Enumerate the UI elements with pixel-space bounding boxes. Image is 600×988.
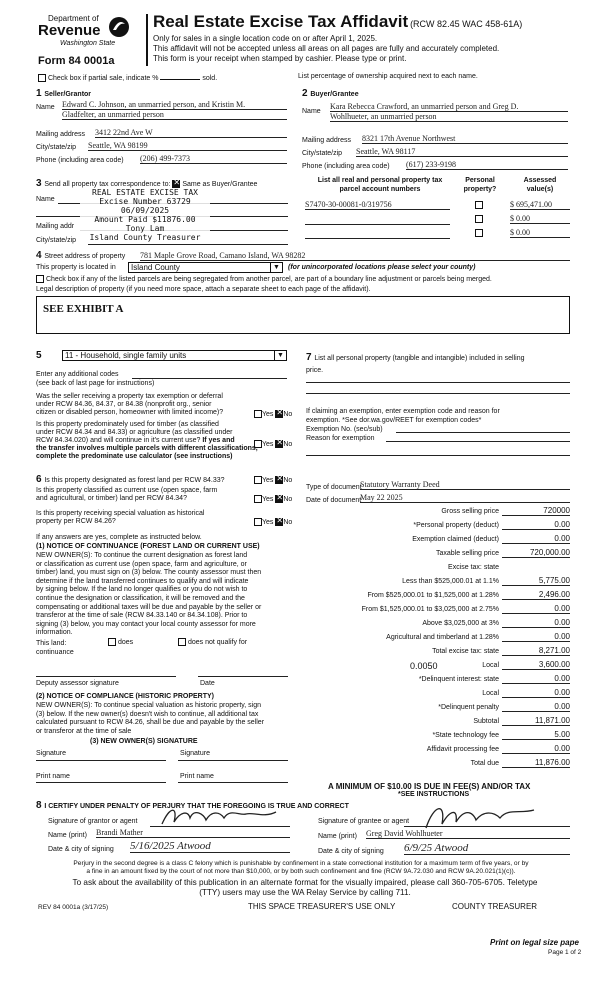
buyer-city-label: City/state/zip [302, 150, 343, 157]
tax-value[interactable]: 0.00 [502, 744, 570, 754]
this-land-label: This land: [36, 640, 67, 647]
header-line1: Only for sales in a single location code on or after April 1, 2025. [153, 34, 378, 43]
form-number: Form 84 0001a [38, 55, 115, 67]
grantor-signature-label: Signature of grantor or agent [48, 818, 138, 825]
form-title [153, 12, 522, 32]
notice1-heading: (1) NOTICE OF CONTINUANCE (FOREST LAND OR CURRENT USE) [36, 543, 260, 550]
grantee-name-label: Name (print) [318, 833, 357, 840]
does-not-checkbox[interactable] [178, 638, 186, 646]
grantor-date-label: Date & city of signing [48, 846, 114, 853]
assessed-value[interactable]: $ 0.00 [510, 214, 570, 224]
statute-text: (RCW 82.45 WAC 458-61A) [410, 19, 523, 29]
minimum-note: A MINIMUM OF $10.00 IS DUE IN FEE(S) AND/OR TAX [328, 782, 531, 791]
deputy-label: Deputy assessor signature [36, 680, 119, 687]
tax-value[interactable]: 720,000.00 [502, 548, 570, 558]
grantor-signature[interactable] [160, 804, 280, 830]
tax-label: *Personal property (deduct) [413, 522, 499, 529]
grantee-signature-label: Signature of grantee or agent [318, 818, 410, 825]
codes-note: (see back of last page for instructions) [36, 380, 155, 387]
yes-checkbox[interactable] [254, 495, 262, 503]
tax-value[interactable]: 11,876.00 [502, 758, 570, 768]
tax-label: From $525,000.01 to $1,525,000 at 1.28% [367, 592, 499, 599]
tax-label: *State technology fee [432, 732, 499, 739]
tax-value[interactable]: 0.00 [502, 534, 570, 544]
tax-value[interactable]: 5,775.00 [502, 576, 570, 586]
tax-label: Local [482, 690, 499, 697]
tax-label: Affidavit processing fee [426, 746, 499, 753]
agency-line1: Department of [48, 14, 99, 23]
legal-label: Legal description of property (if you need more space, attach a separate sheet to each page of the affidavit). [36, 286, 371, 293]
local-rate: 0.0050 [410, 661, 438, 671]
current-use-question: Is this property classified as current use (open space, farm and agricultural, or timber) land per RCW 84.34? [36, 487, 218, 502]
perjury-text: Perjury in the second degree is a class C felony which is punishable by confinement in a state correctional institution for a maximum term of five years, or by a fine in an amount fixed by the court of not more than $10,000, or by both such confinement and fine (RCW 9A.72.030 and RCW 9A.20.021(1)(c)). [73, 860, 529, 875]
tax-label: *Delinquent interest: state [418, 676, 499, 683]
doc-type-label: Type of document [306, 484, 362, 491]
sec3-city-label: City/state/zip [36, 237, 77, 244]
notice2-heading: (2) NOTICE OF COMPLIANCE (HISTORIC PROPERTY) [36, 693, 214, 700]
seller-city-label: City/state/zip [36, 144, 77, 151]
historic-question: Is this property receiving special valuation as historical property per RCW 84.26? [36, 510, 205, 525]
buyer-phone[interactable]: (617) 233-9198 [406, 160, 568, 170]
buyer-mailing[interactable]: 8321 17th Avenue Northwest [362, 134, 568, 144]
agency-logo [30, 10, 130, 58]
tax-label: Local [482, 662, 499, 669]
seller-city[interactable]: Seattle, WA 98199 [88, 141, 287, 151]
timber-answer: Yes ✕ No [254, 440, 292, 448]
partial-sale-row: Check box if partial sale, indicate % sold. [38, 74, 217, 82]
parcel-header-2: Personal property? [463, 177, 497, 193]
tax-value[interactable]: 3,600.00 [502, 660, 570, 670]
does-not-option: does not qualify for [178, 638, 247, 646]
assessed-value[interactable]: $ 695,471.00 [510, 200, 570, 210]
grantee-name[interactable]: Greg David Wohlhueter [366, 829, 570, 839]
seller-heading: 1 Seller/Grantor [36, 88, 92, 99]
buyer-heading: 2 Buyer/Grantee [302, 88, 359, 99]
seller-phone[interactable]: (206) 499-7373 [140, 154, 287, 164]
revision: REV 84 0001a (3/17/25) [38, 904, 109, 911]
tax-value[interactable]: 0.00 [502, 520, 570, 530]
no-checkbox[interactable] [275, 518, 283, 526]
parcel-number[interactable] [305, 214, 450, 225]
treasurer-note: THIS SPACE TREASURER'S USE ONLY [248, 902, 396, 911]
certify-heading: 8 I CERTIFY UNDER PENALTY OF PERJURY THAT THE FOREGOING IS TRUE AND CORRECT [36, 800, 349, 811]
tax-label: Total due [470, 760, 499, 767]
parcel-number[interactable] [305, 228, 450, 239]
sec4-address-row: 4 Street address of property [36, 250, 126, 261]
tax-value[interactable]: 8,271.00 [502, 646, 570, 656]
tax-value[interactable]: 0.00 [502, 632, 570, 642]
tax-value[interactable]: 0.00 [502, 618, 570, 628]
no-checkbox[interactable] [275, 476, 283, 484]
grantor-date[interactable]: 5/16/2025 Atwood [130, 840, 290, 853]
buyer-phone-label: Phone (including area code) [302, 163, 390, 170]
sec7-text: 7 List all personal property (tangible and intangible) included in selling price. [306, 352, 525, 374]
agency-line3: Washington State [60, 40, 116, 47]
located-label: This property is located in [36, 264, 116, 271]
personal-property-checkbox[interactable] [475, 201, 483, 209]
no-checkbox[interactable] [275, 440, 283, 448]
sec6-note: If any answers are yes, complete as instructed below. [36, 534, 202, 541]
header-line3: This form is your receipt when stamped by cashier. Please type or print. [153, 54, 407, 63]
tax-value[interactable]: 2,496.00 [502, 590, 570, 600]
notice2-text: NEW OWNER(S): To continue special valuation as historic property, sign (3) below. If the new owner(s) doesn't wish to continue, all additional tax calculated pursuant to RCW 84.26, shall be due and payable by the seller or transferor at the time of sale [36, 702, 265, 735]
legal-description-box[interactable] [36, 296, 570, 334]
tax-label: Taxable selling price [435, 550, 499, 557]
seller-mailing[interactable]: 3412 22nd Ave W [95, 128, 287, 138]
assessed-value[interactable]: $ 0.00 [510, 228, 570, 238]
legal-size-note: Print on legal size pape [490, 938, 579, 947]
tax-value[interactable]: 0.00 [502, 674, 570, 684]
ownership-note: List percentage of ownership acquired next to each name. [298, 73, 478, 80]
tax-label: *Delinquent penalty [438, 704, 499, 711]
seller-name-label: Name [36, 104, 55, 111]
land-use-select[interactable]: 11 - Household, single family units ▼ [62, 350, 287, 361]
parcel-row [305, 214, 570, 226]
segregated-row: Check box if any of the listed parcels are being segregated from another parcel, are part of a boundary line adjustment or parcels being merged. [36, 275, 492, 283]
segregated-checkbox[interactable] [36, 275, 44, 283]
title-text: Real Estate Excise Tax Affidavit [153, 12, 409, 31]
forest-answer: Yes ✕ No [254, 476, 292, 484]
historic-answer: Yes ✕ No [254, 518, 292, 526]
page-number: Page 1 of 2 [548, 949, 582, 956]
seller-phone-label: Phone (including area code) [36, 157, 124, 164]
agency-swirl-icon [108, 16, 130, 38]
date-label: Date [200, 680, 215, 687]
signature-label: Signature [36, 750, 66, 757]
no-checkbox[interactable] [275, 410, 283, 418]
tax-value[interactable]: 5.00 [502, 730, 570, 740]
personal-property-checkbox[interactable] [475, 215, 483, 223]
accessibility-text: To ask about the availability of this publication in an alternate format for the visually impaired, please call 360-705-6705. Teletype (TTY) users may use the WA Relay Service by calling 711. [72, 878, 538, 897]
partial-sale-checkbox[interactable] [38, 74, 46, 82]
tax-label: Gross selling price [441, 508, 499, 515]
yes-checkbox[interactable] [254, 518, 262, 526]
parcel-header-3: Assessed value(s) [523, 177, 557, 193]
buyer-mailing-label: Mailing address [302, 137, 352, 144]
property-address[interactable]: 781 Maple Grove Road, Camano Island, WA 98282 [140, 251, 570, 261]
tax-value[interactable]: 0.00 [502, 604, 570, 614]
sec3-heading: 3 Send all property tax correspondence to: ✕ Same as Buyer/Grantee [36, 178, 257, 189]
grantee-date[interactable]: 6/9/25 Atwood [404, 842, 570, 855]
county-treasurer: COUNTY TREASURER [452, 902, 538, 911]
tax-label: Subtotal [473, 718, 499, 725]
exemption-block: If claiming an exemption, enter exemption code and reason for exemption. *See dor.wa.gov/REET for exemption codes* Exemption No. (sec/sub) Reason for exemption [306, 408, 500, 442]
print-name-label: Print name [180, 773, 214, 780]
doc-date[interactable]: May 22 2025 [360, 493, 570, 503]
chevron-down-icon: ▼ [274, 351, 286, 360]
grantee-date-label: Date & city of signing [318, 848, 384, 855]
tax-label: Above $3,025,000 at 3% [422, 620, 499, 627]
buyer-name-2[interactable]: Wohlhueter, an unmarried person [330, 112, 568, 122]
parcel-row [305, 200, 570, 212]
same-as-buyer-checkbox[interactable] [172, 180, 180, 188]
cashier-stamp: REAL ESTATE EXCISE TAX Excise Number 63729 06/09/2025 Amount Paid $11876.00 Tony Lam Island County Treasurer [80, 188, 210, 242]
parcel-header-1: List all real and personal property tax parcel account numbers [317, 177, 443, 193]
sec3-name-label: Name [36, 196, 55, 203]
print-name-label: Print name [36, 773, 70, 780]
tax-label: Excise tax: state [448, 564, 499, 571]
header-line2: This affidavit will not be accepted unless all areas on all pages are fully and accurately completed. [153, 44, 500, 53]
notice1-text: NEW OWNER(S): To continue the current designation as forest land or classification as current use (open space, farm and agriculture, or timber) land, you must sign on (3) below. The county assessor must then determine if the land transferred continues to qualify and will indicate by signing below. If the land no longer qualifies or you do not wish to continue the designation or classification, it will be removed and the compensating or additional taxes will be due and payable by the seller or transferor at the time of sale (RCW 84.33.140 or 84.34.108). Prior to signing (3) below, you may contact your local county assessor for more information. [36, 552, 262, 637]
parcel-number[interactable]: S7470-30-00081-0/319756 [305, 200, 450, 210]
notice3-heading: (3) NEW OWNER(S) SIGNATURE [90, 738, 198, 745]
see-instructions: *SEE INSTRUCTIONS [398, 791, 470, 798]
tax-value[interactable]: 720000 [502, 506, 570, 516]
tax-label: From $1,525,000.01 to $3,025,000 at 2.75% [361, 606, 499, 613]
sec3-mailing-label: Mailing addr [36, 223, 75, 230]
signature-label: Signature [180, 750, 210, 757]
tax-label: Exemption claimed (deduct) [412, 536, 499, 543]
yes-checkbox[interactable] [254, 440, 262, 448]
tax-label: Total excise tax: state [432, 648, 499, 655]
grantor-name-label: Name (print) [48, 832, 87, 839]
exemption-question: Was the seller receiving a property tax exemption or deferral under RCW 84.36, 84.37, or 84.38 (nonprofit org., senior citizen or disabled person, homeowner with limited income)? [36, 393, 224, 416]
tax-value[interactable]: 0.00 [502, 702, 570, 712]
tax-table [300, 508, 572, 778]
continuance-label: continuance [36, 649, 74, 656]
tax-value[interactable]: 0.00 [502, 688, 570, 698]
buyer-name-label: Name [302, 108, 321, 115]
yes-checkbox[interactable] [254, 410, 262, 418]
grantor-name[interactable]: Brandi Mather [96, 828, 290, 838]
personal-property-checkbox[interactable] [475, 229, 483, 237]
doc-type[interactable]: Statutory Warranty Deed [360, 480, 570, 490]
yes-checkbox[interactable] [254, 476, 262, 484]
tax-label: Agricultural and timberland at 1.28% [386, 634, 499, 641]
seller-mailing-label: Mailing address [36, 131, 86, 138]
does-checkbox[interactable] [108, 638, 116, 646]
forest-question: 6 Is this property designated as forest land per RCW 84.33? [36, 474, 225, 485]
does-option: does [108, 638, 133, 646]
agency-line2: Revenue [38, 22, 101, 39]
timber-question: Is this property predominately used for timber (as classified under RCW 84.34 and 84.33) or agriculture (as classified under RCW 84.34.020) and will continue in it's current use? If yes and the transfer involves multiple parcels with different classifications, complete the predominate use calculator (see instructions) [36, 421, 258, 460]
seller-name-1[interactable]: Edward C. Johnson, an unmarried person, and Kristin M. [62, 100, 287, 110]
buyer-name-1[interactable]: Kara Rebecca Crawford, an unmarried person and Greg D. [330, 102, 568, 112]
tax-label: Less than $525,000.01 at 1.1% [402, 578, 499, 585]
parcel-row [305, 228, 570, 240]
seller-name-2[interactable]: Gladfelter, an unmarried person [62, 110, 287, 120]
codes-label: Enter any additional codes [36, 371, 119, 378]
no-checkbox[interactable] [275, 495, 283, 503]
chevron-down-icon: ▼ [270, 263, 282, 272]
county-select[interactable]: Island County ▼ [128, 262, 283, 273]
doc-date-label: Date of document [306, 497, 362, 504]
exemption-answer: Yes ✕ No [254, 410, 292, 418]
sec5-number: 5 [36, 350, 42, 361]
buyer-city[interactable]: Seattle, WA 98117 [356, 147, 568, 157]
county-note: (for unincorporated locations please select your county) [288, 264, 476, 271]
legal-description: SEE EXHIBIT A [43, 303, 124, 315]
current-use-answer: Yes ✕ No [254, 495, 292, 503]
tax-value[interactable]: 11,871.00 [502, 716, 570, 726]
